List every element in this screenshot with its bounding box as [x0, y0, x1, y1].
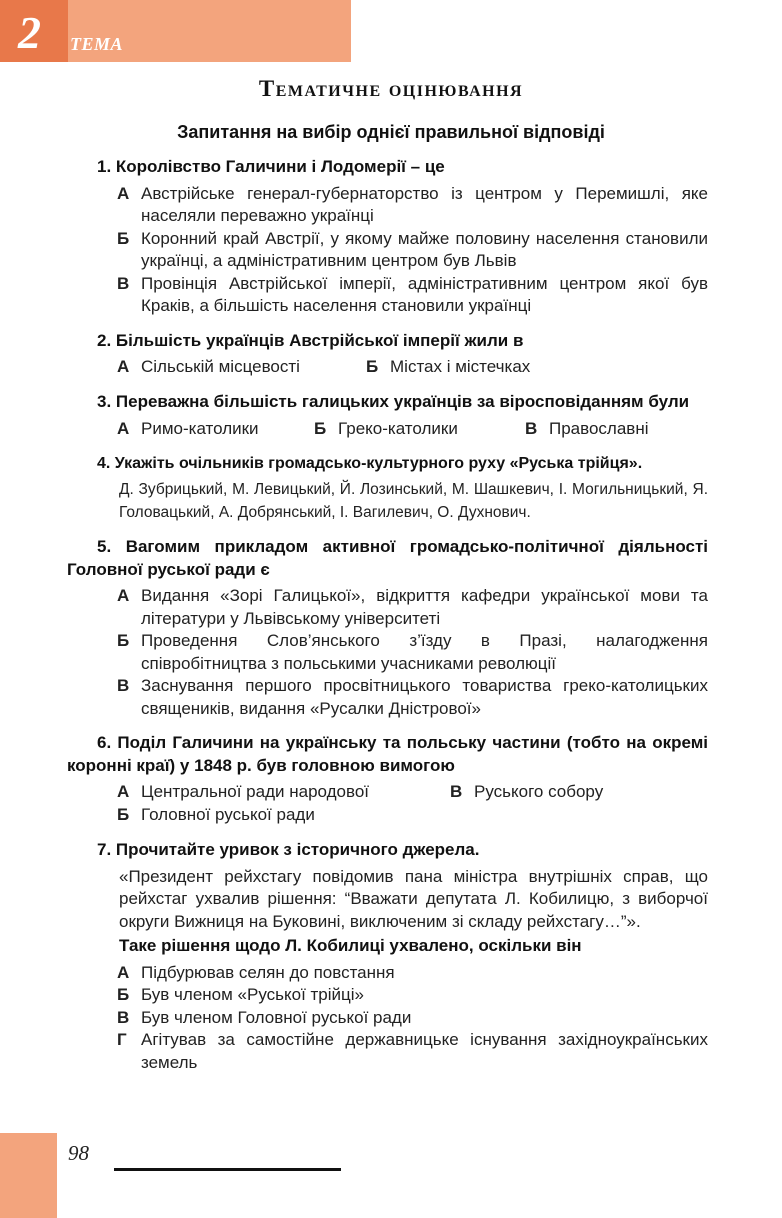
names-list: Д. Зубрицький, М. Левицький, Й. Лозинський, М. Шашкевич, І. Могильницький, Я. Головацький, А. Добрянський, І. Вагилевич, О. Духнович.	[119, 481, 708, 521]
answer-option	[450, 781, 603, 804]
chapter-label: ТЕМА	[70, 34, 124, 54]
question-7	[67, 839, 708, 1074]
answer-option	[67, 1007, 708, 1030]
answer-option	[67, 273, 708, 318]
question-text: 5. Вагомим прикладом активної громадсько-політичної діяльності Головної руської ради є	[67, 537, 708, 579]
question-prompt: Таке рішення щодо Л. Кобилиці ухвалено, оскільки він	[119, 936, 582, 955]
option-text: Австрійське генерал-губернаторство із центром у Перемишлі, яке населяли переважно українці	[141, 183, 708, 225]
chapter-number: 2	[18, 7, 41, 58]
option-letter: В	[117, 273, 130, 293]
answer-row	[67, 356, 708, 379]
option-letter: А	[117, 357, 130, 376]
option-text: Агітував за самостійне державницьке існування західноукраїнських земель	[141, 1030, 708, 1072]
answer-option	[67, 585, 708, 630]
answer-option	[67, 183, 708, 228]
option-letter: А	[117, 782, 130, 801]
answer-option	[117, 418, 259, 441]
option-text: Греко-католики	[338, 418, 458, 438]
question-text: 6. Поділ Галичини на українську та польську частини (тобто на окремі коронні краї) у 1848 р. був головною вимогою	[67, 733, 708, 775]
page-title: Тематичне оцінювання	[258, 76, 524, 101]
option-letter: Б	[117, 985, 130, 1004]
question-text: 3. Переважна більшість галицьких українців за віросповіданням були	[97, 392, 690, 411]
option-text: Заснування першого просвітницького товариства греко-католицьких священиків, видання «Русалки Дністрової»	[141, 676, 708, 718]
option-text: Римо-католики	[141, 418, 259, 438]
questions-list	[67, 156, 708, 1074]
answer-option	[67, 228, 708, 273]
option-text: Руського собору	[474, 782, 604, 801]
option-text: Проведення Слов’янського з’їзду в Празі, налагодження співробітництва з польськими учасниками революції	[141, 631, 708, 673]
option-text: Містах і містечках	[390, 357, 531, 376]
question-2	[67, 330, 708, 380]
option-letter: В	[525, 418, 538, 438]
page-margin-bar	[0, 1133, 57, 1218]
question-3	[67, 391, 708, 441]
option-text: Видання «Зорі Галицької», відкриття кафедри української мови та літератури у Львівському університеті	[141, 586, 708, 628]
answer-option	[67, 675, 708, 720]
option-letter: А	[117, 418, 130, 438]
question-5	[67, 536, 708, 720]
option-letter: В	[117, 676, 130, 695]
question-text: 4. Укажіть очільників громадсько-культурного руху «Руська трійця».	[97, 454, 643, 472]
option-text: Провінція Австрійської імперії, адміністративним центром якої був Краків, а більшість населення становили українці	[141, 273, 708, 315]
option-text: Був членом Головної руської ради	[141, 1007, 412, 1027]
option-letter: А	[117, 586, 130, 605]
answer-option	[117, 781, 369, 804]
answer-option	[117, 804, 315, 827]
answer-option	[67, 984, 708, 1007]
option-letter: Б	[117, 228, 130, 248]
answer-option	[67, 630, 708, 675]
option-letter: Б	[366, 357, 379, 376]
answer-option	[525, 418, 649, 441]
option-text: Був членом «Руської трійці»	[141, 985, 364, 1004]
option-letter: Б	[117, 805, 130, 824]
question-6	[67, 732, 708, 827]
option-letter: В	[117, 1007, 130, 1027]
option-letter: А	[117, 962, 130, 982]
option-letter: В	[450, 782, 463, 801]
question-text: 1. Королівство Галичини і Лодомерії – це	[97, 157, 445, 176]
answer-row	[67, 418, 708, 441]
answer-option	[366, 356, 530, 379]
page-number: 98	[68, 1141, 89, 1165]
answer-option	[117, 356, 300, 379]
section-subtitle: Запитання на вибір однієї правильної відповіді	[177, 122, 605, 142]
option-letter: Б	[117, 631, 130, 650]
answer-option	[314, 418, 458, 441]
question-1	[67, 156, 708, 318]
answer-option	[67, 1029, 708, 1074]
source-excerpt: «Президент рейхстагу повідомив пана міністра внутрішніх справ, що рейхстаг ухвалив рішення: “Вважати депутата Л. Кобилицю, з виборчої округи Вижниця на Буковині, виключеним зі складу рейхстагу…”».	[119, 866, 708, 931]
option-text: Сільській місцевості	[141, 357, 300, 376]
option-letter: А	[117, 183, 130, 203]
option-letter: Б	[314, 418, 327, 438]
footer-rule	[114, 1168, 341, 1171]
answer-row	[67, 781, 708, 804]
option-text: Православні	[549, 418, 649, 438]
option-text: Центральної ради народової	[141, 782, 369, 801]
option-text: Підбурював селян до повстання	[141, 962, 395, 982]
option-text: Головної руської ради	[141, 805, 315, 824]
chapter-tab	[0, 0, 351, 62]
question-text: 2. Більшість українців Австрійської імперії жили в	[97, 330, 524, 350]
answer-row	[67, 804, 708, 827]
answer-option	[67, 962, 708, 985]
option-text: Коронний край Австрії, у якому майже половину населення становили українці, а адміністративним центром був Львів	[141, 228, 708, 270]
option-letter: Г	[117, 1030, 127, 1049]
question-4	[67, 453, 708, 525]
question-text: 7. Прочитайте уривок з історичного джерела.	[97, 840, 480, 859]
chapter-number-box	[0, 0, 68, 62]
